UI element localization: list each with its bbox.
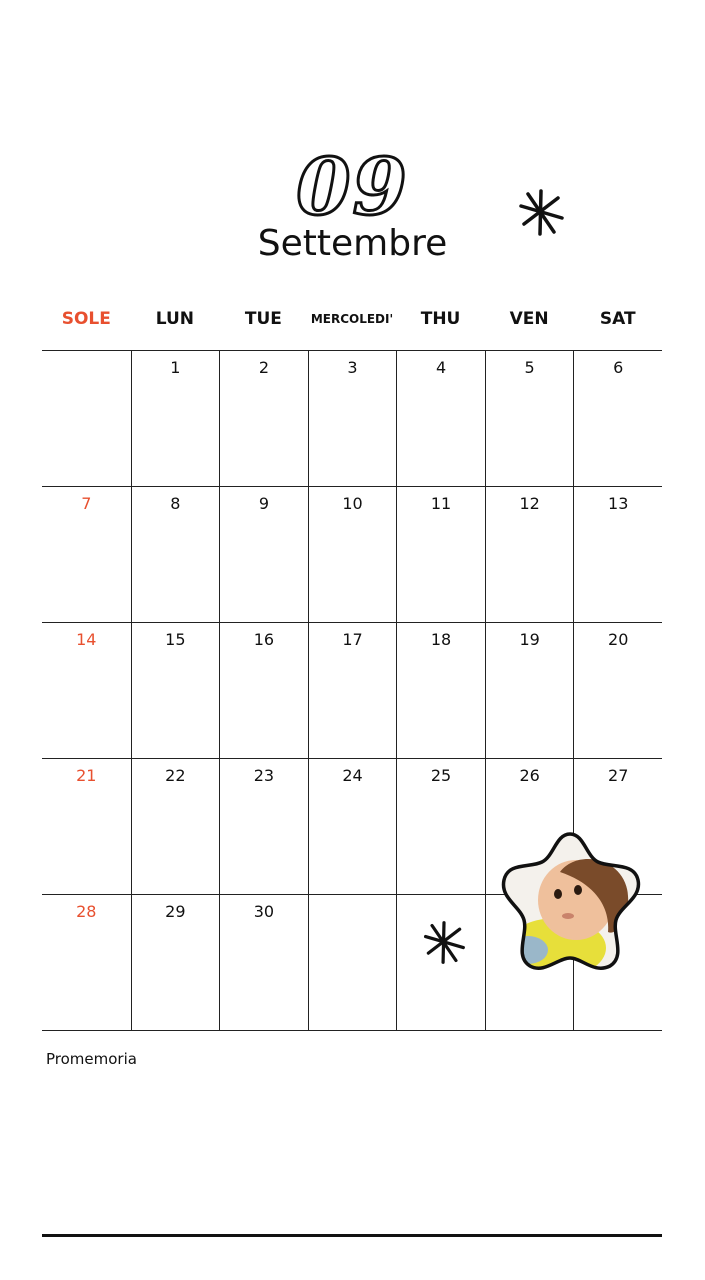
day-number: 26 — [519, 766, 540, 785]
day-number: 7 — [81, 494, 92, 513]
day-number: 12 — [519, 494, 540, 513]
day-number: 24 — [342, 766, 363, 785]
calendar-day-cell[interactable] — [42, 351, 131, 486]
day-number: 11 — [430, 494, 452, 513]
day-number: 13 — [608, 494, 629, 513]
calendar-day-cell[interactable] — [131, 759, 220, 894]
notes-divider — [42, 1234, 662, 1237]
calendar-day-cell[interactable] — [573, 623, 662, 758]
calendar-day-cell[interactable] — [485, 487, 574, 622]
calendar-day-cell[interactable] — [485, 623, 574, 758]
day-number: 30 — [253, 902, 275, 921]
calendar-day-cell[interactable] — [485, 351, 574, 486]
calendar-day-cell[interactable] — [219, 759, 308, 894]
day-number: 17 — [342, 630, 363, 649]
day-number: 27 — [608, 766, 629, 785]
calendar-day-cell[interactable] — [573, 351, 662, 486]
calendar-day-cell[interactable] — [573, 487, 662, 622]
calendar-day-cell[interactable] — [131, 487, 220, 622]
calendar-day-cell[interactable] — [42, 487, 131, 622]
day-number: 18 — [430, 630, 452, 649]
day-number: 16 — [253, 630, 275, 649]
calendar-day-cell[interactable] — [308, 351, 397, 486]
calendar-day-cell[interactable] — [308, 759, 397, 894]
weekday-label: SAT — [599, 309, 636, 329]
calendar-day-cell[interactable] — [219, 623, 308, 758]
calendar-day-cell[interactable] — [42, 623, 131, 758]
calendar-day-cell[interactable] — [131, 351, 220, 486]
weekday-label: THU — [420, 309, 461, 329]
day-number: 23 — [253, 766, 275, 785]
day-number: 1 — [170, 358, 181, 377]
day-number: 5 — [524, 358, 535, 377]
notes-label: Promemoria — [46, 1050, 137, 1068]
calendar-day-cell[interactable] — [308, 623, 397, 758]
weekday-label: LUN — [155, 309, 194, 329]
day-number: 19 — [519, 630, 540, 649]
day-number: 6 — [613, 358, 624, 377]
day-number: 28 — [76, 902, 97, 921]
day-number: 4 — [435, 358, 447, 377]
weekday-label: SOLE — [61, 309, 111, 329]
baby-photo-star-frame — [498, 828, 642, 974]
day-number: 3 — [347, 358, 358, 377]
calendar-day-cell[interactable] — [42, 895, 131, 1030]
calendar-day-cell[interactable] — [131, 623, 220, 758]
weekday-label: TUE — [244, 309, 282, 329]
day-number: 15 — [165, 630, 186, 649]
calendar-week-row — [42, 623, 662, 759]
day-number: 22 — [165, 766, 186, 785]
calendar-week-row — [42, 487, 662, 623]
calendar-day-cell[interactable] — [396, 487, 485, 622]
asterisk-star-icon — [516, 188, 566, 238]
calendar-day-cell[interactable] — [396, 623, 485, 758]
month-number: 09 — [296, 142, 409, 233]
calendar-day-cell[interactable] — [219, 351, 308, 486]
weekday-header-row — [42, 306, 662, 336]
calendar-day-cell[interactable] — [42, 759, 131, 894]
day-number: 29 — [165, 902, 186, 921]
asterisk-star-icon — [421, 920, 467, 966]
weekday-label: MERCOLEDI' — [310, 312, 394, 326]
month-name: Settembre — [257, 223, 448, 264]
day-number: 9 — [258, 494, 270, 513]
weekday-label: VEN — [509, 309, 549, 329]
calendar-day-cell[interactable] — [219, 487, 308, 622]
day-number: 25 — [430, 766, 452, 785]
calendar-day-cell[interactable] — [308, 895, 397, 1030]
day-number: 20 — [608, 630, 629, 649]
calendar-day-cell[interactable] — [219, 895, 308, 1030]
calendar-day-cell[interactable] — [131, 895, 220, 1030]
day-number: 2 — [258, 358, 270, 377]
calendar-day-cell[interactable] — [308, 487, 397, 622]
day-number: 14 — [76, 630, 97, 649]
calendar-week-row — [42, 351, 662, 487]
day-number: 10 — [342, 494, 363, 513]
day-number: 21 — [76, 766, 97, 785]
calendar-day-cell[interactable] — [396, 759, 485, 894]
calendar-day-cell[interactable] — [396, 351, 485, 486]
day-number: 8 — [170, 494, 181, 513]
